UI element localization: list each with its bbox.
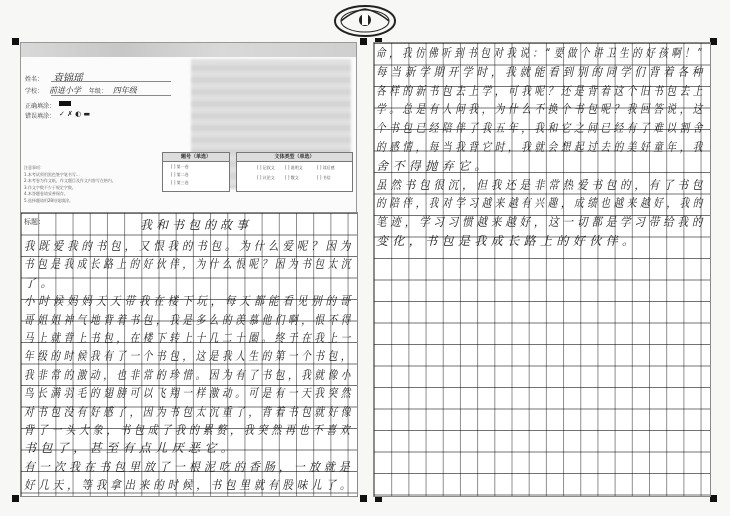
essay-line: 每当新学期开学时，我就能看到别的同学们背着各种 [376, 64, 707, 79]
registration-mark [12, 495, 19, 502]
wrong-fill-examples: ✓ ✗ ◐ ▬ [59, 110, 91, 118]
essay-line: 书包是我成长路上的好伙伴，为什么恨呢？因为书包太沉 [24, 257, 355, 272]
essay-line: 各样的新书包去上学，可我呢？还是背着这个旧书包去上 [376, 83, 707, 98]
essay-line: 小时候妈妈天天带我在楼下玩，每天都能看见别的哥 [24, 294, 355, 309]
essay-line: 我既爱我的书包，又恨我的书包。为什么爱呢？因为 [24, 239, 355, 253]
question-number-box: 题号（单选） [ ] 第一卷 [ ] 第二卷 [ ] 第三卷 [162, 152, 230, 192]
name-value: 袁锦瑶 [52, 73, 83, 84]
emblem-logo [333, 3, 397, 39]
school-field: 学校： 前进小学 年级： 四年级 [25, 86, 137, 95]
essay-line: 鸟长满羽毛的翅膀可以飞翔一样激动。可是有一天我突然 [24, 386, 355, 401]
essay-title: 我和书包的故事 [140, 218, 253, 232]
essay-line: 了。 [24, 275, 57, 290]
essay-line: 笔迹，学习习惯越来越好，这一切都是学习带给我的 [376, 215, 707, 230]
essay-line: 变化，书包是我成长路上的好伙伴。 [376, 234, 639, 248]
essay-line: 舍不得抛弃它。 [376, 158, 491, 173]
essay-line: 年级的时候我有了一个书包，这是我人生的第一个书包， [24, 349, 355, 364]
title-label: 标题： [24, 218, 45, 226]
essay-line: 个书包已经陪伴了我五年，我和它之间已经有了难以割舍 [376, 121, 707, 136]
essay-line: 的陪伴，我对学习越来越有兴趣，成绩也越来越好，我的 [376, 196, 707, 211]
redacted-area [21, 43, 356, 57]
genre-type-box: 文体类型（单选） [ ] 记叙文 [ ] 说明文 [ ] 读后感 [ ] 议论文 [ ] 散文 [ ] 书信 [236, 152, 353, 192]
essay-line: 书包了，甚至有点儿厌恶它。 [24, 441, 238, 456]
student-info-panel [20, 42, 357, 220]
wrong-fill-label: 错误填涂： [25, 113, 56, 120]
registration-mark [710, 38, 717, 45]
essay-line: 学。总是有人问我，为什么不换个书包呢？我回答说，这 [376, 102, 707, 117]
essay-line: 虽然书包很沉，但我还是非常热爱书包的，有了书包 [376, 177, 707, 192]
essay-line: 好几天，等我拿出来的时候，书包里就有股味儿了。 [24, 478, 355, 493]
essay-line: 的感情，每当我背它时，我就会想起过去的美好童年，我 [376, 140, 707, 154]
essay-line: 马上就背上书包，在楼下转上十几二十圈。终于在我上一 [24, 331, 355, 345]
essay-line: 命，我仿佛听到书包对我说：“要做个讲卫生的好孩啊！” [376, 46, 706, 60]
essay-line: 对书包没有好感了，因为书包太沉重了，背着书包就好像 [24, 404, 355, 419]
registration-mark [360, 495, 367, 502]
instructions: 注意事项： 1.本考试须用黑色签字笔书写... 2.本考卷为作文纸，作文题目及作文内容写在格内。 3.作文字数不少于规定字数。 4.本答题卷请妥善保存。 5.选择题请用2B铅笔填涂。 [24, 165, 116, 203]
registration-mark [710, 495, 717, 502]
filled-bubble [59, 101, 71, 106]
name-field: 姓名： 袁锦瑶 [25, 73, 83, 84]
essay-line: 有一次我在书包里放了一根泥吃的香肠，一放就是 [24, 459, 354, 474]
essay-line: 背了一头大象，书包成了我的累赘，我突然再也不喜欢 [24, 423, 354, 437]
registration-mark [360, 38, 367, 45]
essay-line: 哥姐姐神气地背着书包，我是多么的羡慕他们啊，恨不得 [24, 312, 355, 327]
correct-fill-label: 正确填涂： [25, 103, 56, 110]
registration-mark [12, 38, 19, 45]
essay-line: 我非常的激动，也非常的珍惜。因为有了书包，我就像小 [24, 367, 355, 382]
